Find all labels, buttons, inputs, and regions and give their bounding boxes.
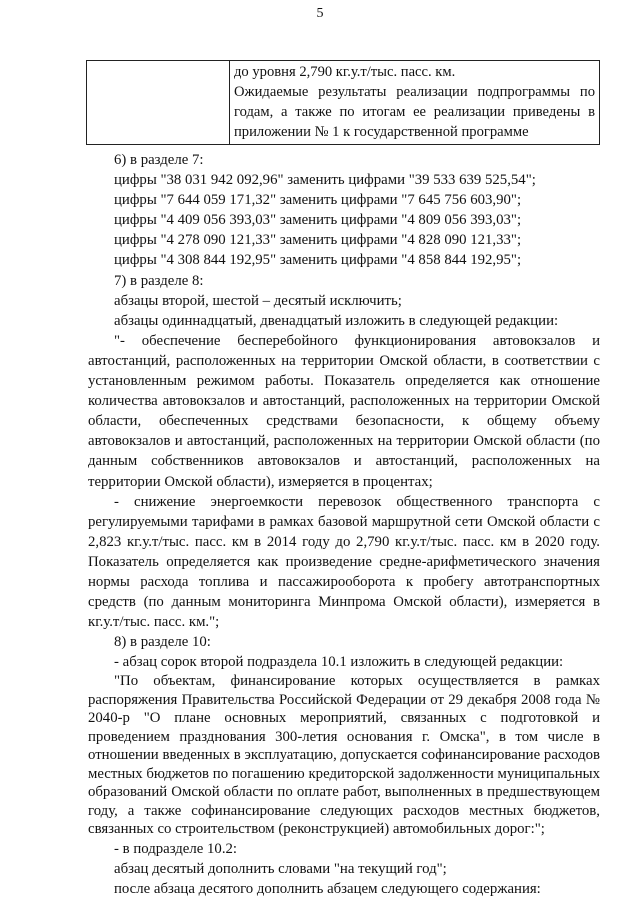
paragraph: абзацы одиннадцатый, двенадцатый изложить в следующей редакции:	[114, 312, 559, 329]
table-empty-cell	[87, 61, 230, 145]
carryover-table	[86, 60, 600, 145]
paragraph: после абзаца десятого дополнить абзацем следующего содержания:	[114, 881, 541, 898]
page-number: 5	[316, 6, 324, 21]
section-heading: 8) в разделе 10:	[114, 634, 211, 651]
section-heading: 6) в разделе 7:	[114, 152, 204, 168]
replacement-line: цифры "38 031 942 092,96" заменить цифрами "39 533 639 525,54";	[114, 172, 536, 189]
paragraph: "- обеспечение бесперебойного функционирования автовокзалов и автостанций, расположенных на территории Омской области, в соответствии с установленным режимом работы. Показатель определяется как отношение количества автовокзалов и автостанций, расположенных на территории Омской области, обеспеченных средствами безопасности, к общему объему автовокзалов и автостанций, расположенных на территории Омской области (по данным собственников автовокзалов и автостанций, расположенных на территории Омской области), измеряется в процентах;	[88, 332, 600, 490]
document-body	[88, 150, 600, 899]
paragraph: "По объектам, финансирование которых осуществляется в рамках распоряжения Правительства Российской Федерации от 29 декабря 2008 года № 2040-р "О плане основных мероприятий, связанных с подготовкой и проведением празднования 300-летия основания г. Омска", в том числе в отношении введенных в эксплуатацию, допускается софинансирование расходов местных бюджетов по погашению кредиторской задолженности муниципальных образований Омской области по оплате работ, выполненных в предшествующем году, а также софинансирование следующих расходов местных бюджетов, связанных со строительством (реконструкцией) автомобильных дорог:";	[88, 673, 600, 838]
table-line: Ожидаемые результаты реализации подпрограммы по годам, а также по итогам ее реализации приведены в приложении № 1 к государственной программе	[234, 84, 595, 140]
paragraph: абзац десятый дополнить словами "на текущий год";	[114, 861, 447, 878]
paragraph: абзацы второй, шестой – десятый исключить;	[114, 292, 402, 309]
replacement-line: цифры "7 644 059 171,32" заменить цифрами "7 645 756 603,90";	[114, 192, 522, 209]
paragraph: - снижение энергоемкости перевозок общественного транспорта с регулируемыми тарифами в рамках базовой маршрутной сети Омской области с 2,823 кг.у.т/тыс. пасс. км в 2014 году до 2,790 кг.у.т/тыс. пасс. км в 2020 году. Показатель определяется как произведение средне-арифметического значения нормы расхода топлива и пассажирооборота к пробегу автотранспортных средств (по данным мониторинга Минпрома Омской области), измеряется в кг.у.т/тыс. пасс. км.";	[88, 493, 600, 631]
replacement-line: цифры "4 278 090 121,33" заменить цифрами "4 828 090 121,33";	[114, 232, 522, 249]
replacement-line: цифры "4 308 844 192,95" заменить цифрами "4 858 844 192,95";	[114, 252, 522, 269]
paragraph: - в подразделе 10.2:	[114, 840, 238, 857]
paragraph: - абзац сорок второй подраздела 10.1 изложить в следующей редакции:	[114, 654, 564, 671]
table-text-cell	[230, 61, 600, 145]
table-row	[87, 61, 600, 145]
section-heading: 7) в разделе 8:	[114, 272, 204, 289]
replacement-line: цифры "4 409 056 393,03" заменить цифрами "4 809 056 393,03";	[114, 212, 522, 229]
table-line: до уровня 2,790 кг.у.т/тыс. пасс. км.	[234, 64, 456, 80]
